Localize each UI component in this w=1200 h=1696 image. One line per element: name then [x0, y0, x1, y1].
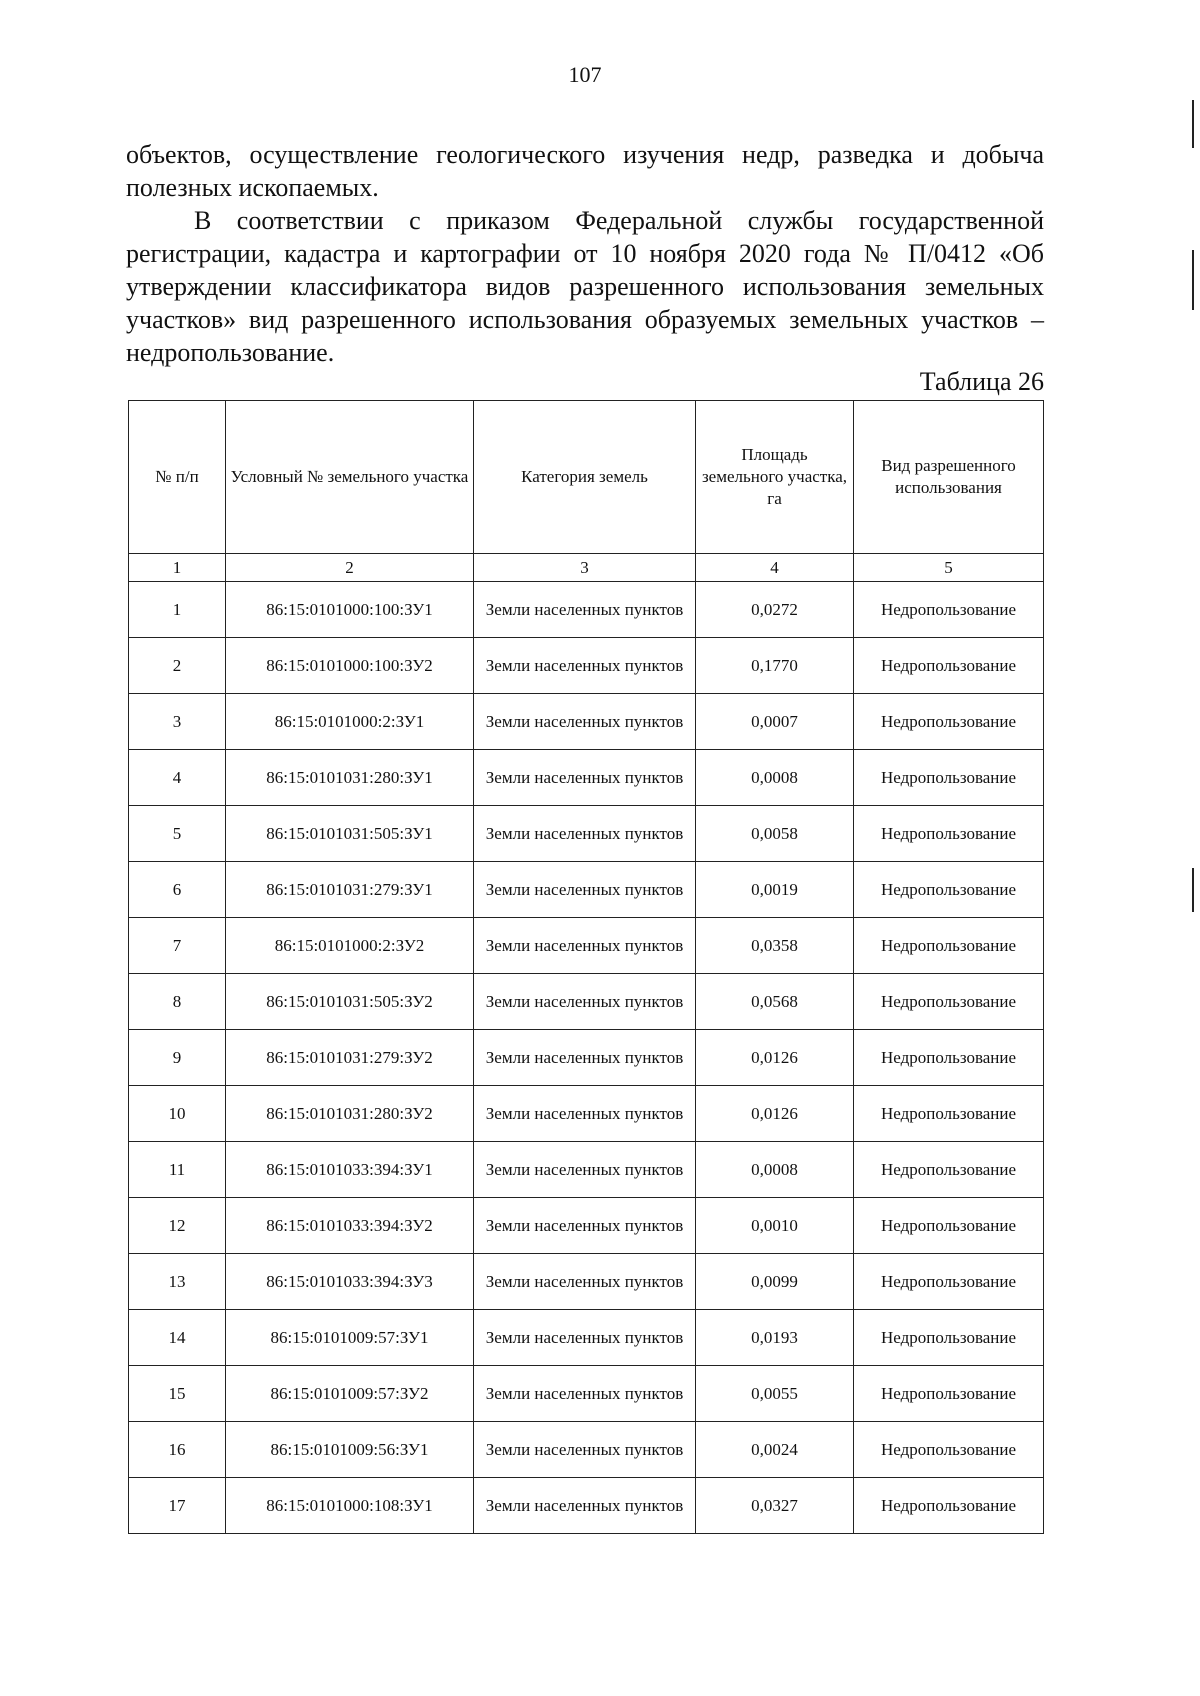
table-row — [129, 918, 1044, 974]
plot-area: 0,1770 — [696, 638, 854, 694]
plot-id: 86:15:0101031:280:ЗУ2 — [226, 1086, 474, 1142]
land-category: Земли населенных пунктов — [474, 750, 696, 806]
table-row — [129, 806, 1044, 862]
column-number-row — [129, 554, 1044, 582]
plot-id: 86:15:0101031:279:ЗУ1 — [226, 862, 474, 918]
permitted-use: Недропользование — [854, 806, 1044, 862]
permitted-use: Недропользование — [854, 750, 1044, 806]
column-number: 5 — [854, 554, 1044, 582]
table-row — [129, 1366, 1044, 1422]
table-row — [129, 1254, 1044, 1310]
header-area: Площадь земельного участка, га — [696, 401, 854, 554]
permitted-use: Недропользование — [854, 862, 1044, 918]
plot-area: 0,0058 — [696, 806, 854, 862]
land-category: Земли населенных пунктов — [474, 1366, 696, 1422]
table-row — [129, 862, 1044, 918]
row-number: 16 — [129, 1422, 226, 1478]
table-row — [129, 1478, 1044, 1534]
table-caption: Таблица 26 — [919, 367, 1044, 396]
permitted-use: Недропользование — [854, 638, 1044, 694]
scan-mark — [1192, 868, 1194, 912]
scan-mark — [1192, 250, 1194, 310]
page-number: 107 — [568, 62, 602, 87]
row-number: 8 — [129, 974, 226, 1030]
row-number: 3 — [129, 694, 226, 750]
plot-area: 0,0024 — [696, 1422, 854, 1478]
column-number: 3 — [474, 554, 696, 582]
plot-area: 0,0126 — [696, 1030, 854, 1086]
scan-edge — [1184, 0, 1200, 1696]
paragraph-intro: объектов, осуществление геологического изучения недр, разведка и добыча полезных ископаемых. — [126, 140, 1044, 202]
row-number: 6 — [129, 862, 226, 918]
land-plots-table — [128, 400, 1044, 1534]
header-plot-id: Условный № земельного участка — [226, 401, 474, 554]
plot-area: 0,0008 — [696, 1142, 854, 1198]
table-row — [129, 582, 1044, 638]
plot-id: 86:15:0101031:279:ЗУ2 — [226, 1030, 474, 1086]
row-number: 5 — [129, 806, 226, 862]
land-category: Земли населенных пунктов — [474, 862, 696, 918]
table-row — [129, 1030, 1044, 1086]
table-body — [129, 582, 1044, 1534]
permitted-use: Недропользование — [854, 1422, 1044, 1478]
row-number: 7 — [129, 918, 226, 974]
plot-area: 0,0327 — [696, 1478, 854, 1534]
permitted-use: Недропользование — [854, 694, 1044, 750]
plot-area: 0,0358 — [696, 918, 854, 974]
plot-area: 0,0007 — [696, 694, 854, 750]
permitted-use: Недропользование — [854, 1478, 1044, 1534]
plot-id: 86:15:0101031:505:ЗУ1 — [226, 806, 474, 862]
land-category: Земли населенных пунктов — [474, 1254, 696, 1310]
permitted-use: Недропользование — [854, 1198, 1044, 1254]
land-category: Земли населенных пунктов — [474, 694, 696, 750]
land-category: Земли населенных пунктов — [474, 1086, 696, 1142]
land-category: Земли населенных пунктов — [474, 1422, 696, 1478]
table-header-row — [129, 401, 1044, 554]
plot-id: 86:15:0101009:57:ЗУ1 — [226, 1310, 474, 1366]
land-category: Земли населенных пунктов — [474, 918, 696, 974]
land-category: Земли населенных пунктов — [474, 1198, 696, 1254]
row-number: 2 — [129, 638, 226, 694]
row-number: 14 — [129, 1310, 226, 1366]
plot-id: 86:15:0101033:394:ЗУ2 — [226, 1198, 474, 1254]
row-number: 10 — [129, 1086, 226, 1142]
permitted-use: Недропользование — [854, 1086, 1044, 1142]
land-category: Земли населенных пунктов — [474, 806, 696, 862]
row-number: 1 — [129, 582, 226, 638]
plot-id: 86:15:0101000:2:ЗУ1 — [226, 694, 474, 750]
header-land-category: Категория земель — [474, 401, 696, 554]
table-row — [129, 974, 1044, 1030]
row-number: 13 — [129, 1254, 226, 1310]
permitted-use: Недропользование — [854, 974, 1044, 1030]
row-number: 17 — [129, 1478, 226, 1534]
permitted-use: Недропользование — [854, 1310, 1044, 1366]
plot-id: 86:15:0101009:56:ЗУ1 — [226, 1422, 474, 1478]
plot-id: 86:15:0101000:100:ЗУ1 — [226, 582, 474, 638]
row-number: 9 — [129, 1030, 226, 1086]
plot-id: 86:15:0101000:108:ЗУ1 — [226, 1478, 474, 1534]
land-category: Земли населенных пунктов — [474, 582, 696, 638]
table-row — [129, 694, 1044, 750]
permitted-use: Недропользование — [854, 1366, 1044, 1422]
column-number: 4 — [696, 554, 854, 582]
plot-id: 86:15:0101031:505:ЗУ2 — [226, 974, 474, 1030]
plot-area: 0,0126 — [696, 1086, 854, 1142]
plot-id: 86:15:0101033:394:ЗУ1 — [226, 1142, 474, 1198]
column-number: 1 — [129, 554, 226, 582]
land-category: Земли населенных пунктов — [474, 1030, 696, 1086]
table-row — [129, 1198, 1044, 1254]
table-row — [129, 1142, 1044, 1198]
row-number: 4 — [129, 750, 226, 806]
scan-mark — [1192, 100, 1194, 148]
plot-area: 0,0193 — [696, 1310, 854, 1366]
land-category: Земли населенных пунктов — [474, 1478, 696, 1534]
paragraph-order-reference: В соответствии с приказом Федеральной службы государственной регистрации, кадастра и картографии от 10 ноября 2020 года № П/0412 «Об утверждении классификатора видов разрешенного использования земельных участков» вид разрешенного использования образуемых земельных участков – недропользование. — [126, 206, 1044, 367]
header-number: № п/п — [129, 401, 226, 554]
plot-area: 0,0568 — [696, 974, 854, 1030]
plot-area: 0,0099 — [696, 1254, 854, 1310]
land-category: Земли населенных пунктов — [474, 1310, 696, 1366]
land-category: Земли населенных пунктов — [474, 974, 696, 1030]
permitted-use: Недропользование — [854, 1030, 1044, 1086]
table-row — [129, 1422, 1044, 1478]
plot-area: 0,0055 — [696, 1366, 854, 1422]
table-row — [129, 750, 1044, 806]
permitted-use: Недропользование — [854, 1254, 1044, 1310]
plot-area: 0,0008 — [696, 750, 854, 806]
row-number: 11 — [129, 1142, 226, 1198]
header-permitted-use: Вид разрешенного использования — [854, 401, 1044, 554]
plot-id: 86:15:0101000:2:ЗУ2 — [226, 918, 474, 974]
column-number: 2 — [226, 554, 474, 582]
table-row — [129, 1086, 1044, 1142]
table-row — [129, 1310, 1044, 1366]
land-category: Земли населенных пунктов — [474, 1142, 696, 1198]
plot-id: 86:15:0101031:280:ЗУ1 — [226, 750, 474, 806]
land-category: Земли населенных пунктов — [474, 638, 696, 694]
plot-area: 0,0010 — [696, 1198, 854, 1254]
plot-id: 86:15:0101000:100:ЗУ2 — [226, 638, 474, 694]
plot-id: 86:15:0101009:57:ЗУ2 — [226, 1366, 474, 1422]
table-row — [129, 638, 1044, 694]
row-number: 15 — [129, 1366, 226, 1422]
row-number: 12 — [129, 1198, 226, 1254]
plot-id: 86:15:0101033:394:ЗУ3 — [226, 1254, 474, 1310]
permitted-use: Недропользование — [854, 582, 1044, 638]
permitted-use: Недропользование — [854, 1142, 1044, 1198]
permitted-use: Недропользование — [854, 918, 1044, 974]
plot-area: 0,0272 — [696, 582, 854, 638]
plot-area: 0,0019 — [696, 862, 854, 918]
